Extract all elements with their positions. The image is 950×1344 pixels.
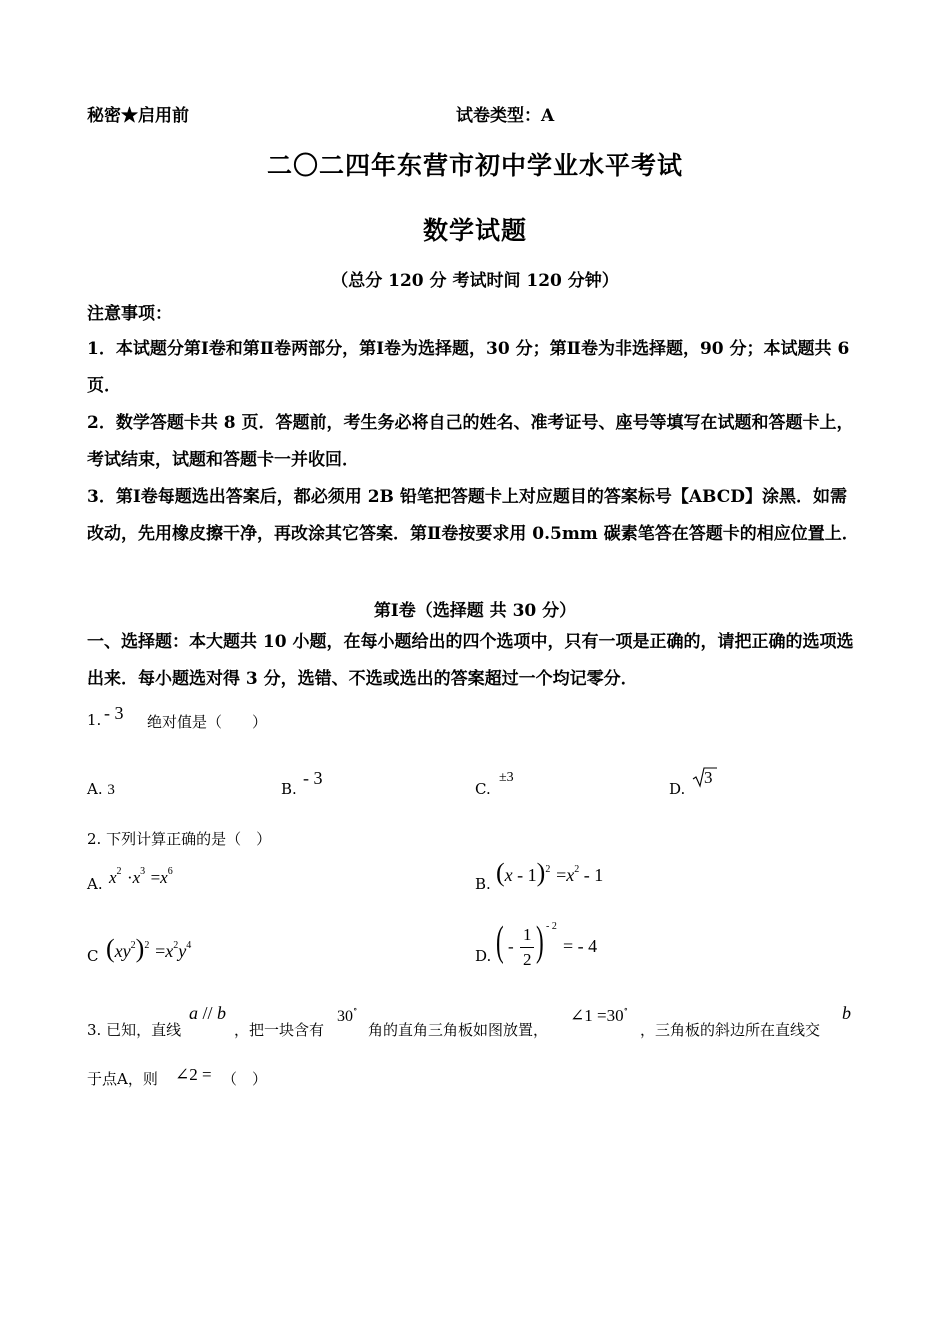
q1-option-a[interactable] xyxy=(87,780,115,799)
section-intro: 一、选择题：本大题共 10 小题，在每小题给出的四个选项中，只有一项是正确的，请把正确的选项选出来．每小题选对得 3 分，选错、不选或选出的答案超过一个均记零分． xyxy=(87,632,854,689)
section-title: 第Ⅰ卷（选择题 共 30 分） xyxy=(373,601,577,621)
q2-option-a-formula: $x^2 \cdot x^3 =x^6$ xyxy=(109,866,173,887)
q3-line-b: b xyxy=(842,1003,851,1023)
score-info: （总分 120 分 考试时间 120 分钟） xyxy=(331,271,619,291)
q1-option-b-value: - 3 xyxy=(303,768,323,788)
q3-angle1-formula: ∠1 =30∘ xyxy=(570,1004,629,1025)
note-item-2: 2．数学答题卡共 8 页．答题前，考生务必将自己的姓名、准考证号、座号等填写在试题和答题卡上，考试结束，试题和答题卡一并收回． xyxy=(87,413,854,470)
q1-option-c-label: C. xyxy=(475,780,491,798)
q1-option-b-label: B. xyxy=(281,780,297,798)
confidential-label: 秘密★启用前 xyxy=(87,106,189,126)
subject-title: 数学试题 xyxy=(422,216,527,245)
q2-option-a-label[interactable]: A. xyxy=(87,875,103,893)
q1-option-d-label: D. xyxy=(669,780,686,798)
q1-stem: 绝对值是（ ） xyxy=(147,713,268,731)
q2-option-b-label[interactable]: B. xyxy=(475,875,491,893)
q2-option-d-formula: ( - 1 2 ) - 2 = - 4 xyxy=(496,919,598,969)
q2-option-c-formula: $(xy^2)^2 =x^2y^4$ xyxy=(106,934,192,963)
q3-text-6: （ ） xyxy=(222,1070,268,1088)
q2-option-c-label[interactable]: C xyxy=(87,947,99,965)
note-item-1: 1．本试题分第Ⅰ卷和第Ⅱ卷两部分，第Ⅰ卷为选择题，30 分；第Ⅱ卷为非选择题，90 分；本试题共 6 页． xyxy=(87,339,850,396)
q3-angle-30: 30∘ xyxy=(337,1004,358,1025)
paper-type-label: 试卷类型：A xyxy=(456,106,555,126)
q3-text-2: ，把一块含有 xyxy=(234,1021,325,1039)
q1-option-a-label: A. xyxy=(87,780,103,798)
note-item-3: 3．第Ⅰ卷每题选出答案后，都必须用 2B 铅笔把答题卡上对应题目的答案标号【ABCD】涂黑．如需改动，先用橡皮擦干净，再改涂其它答案．第Ⅱ卷按要求用 0.5mm 碳素笔答在答题卡的相应位置上． xyxy=(87,487,859,544)
q2-option-d-label[interactable]: D. xyxy=(475,947,492,965)
q1-option-a-value: 3 xyxy=(107,782,115,798)
q3-text-4: ，三角板的斜边所在直线交 xyxy=(640,1021,821,1039)
q1-option-b-label-wrap[interactable] xyxy=(281,780,297,798)
q3-text-1: 3. 已知，直线 xyxy=(87,1021,182,1039)
q2-option-b-formula: $(x - 1)^2 =x^2 - 1$ xyxy=(496,858,604,887)
q3-parallel-formula: a // b xyxy=(189,1003,227,1023)
q1-expression: - 3 xyxy=(104,703,124,723)
q1-option-c[interactable] xyxy=(475,780,491,798)
q3-angle2-formula: ∠2 = xyxy=(175,1065,212,1084)
notes-heading: 注意事项： xyxy=(87,304,172,324)
q2-stem: 2. 下列计算正确的是（ ） xyxy=(87,830,272,848)
q1-option-d[interactable] xyxy=(669,780,685,798)
exam-title: 二〇二四年东营市初中学业水平考试 xyxy=(266,151,683,180)
q3-text-5: 于点A，则 xyxy=(87,1070,158,1088)
q1-number: 1. xyxy=(87,711,102,729)
q1-option-d-value: 3 xyxy=(704,768,713,787)
q1-option-c-value: ±3 xyxy=(499,770,514,785)
q3-text-3: 角的直角三角板如图放置， xyxy=(368,1021,549,1039)
